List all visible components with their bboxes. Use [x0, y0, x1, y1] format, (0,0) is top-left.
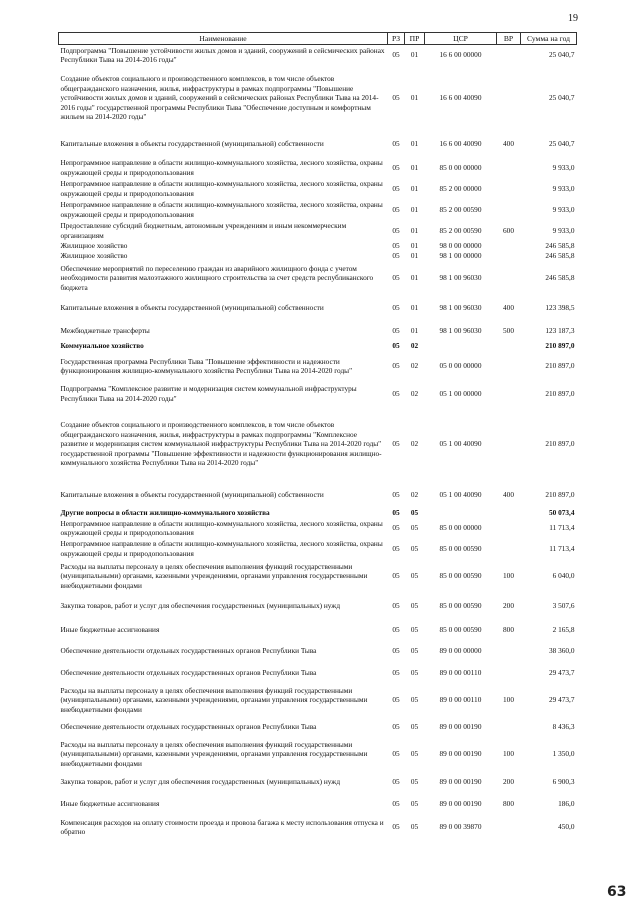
header-pr: ПР	[405, 33, 425, 45]
row-pr: 01	[410, 225, 419, 235]
row-name: Подпрограмма "Повышение устойчивости жилых домов и зданий, сооружений в сейсмических районах Республики Тыва на 2014-2016 годы"	[60, 45, 385, 64]
row-rz: 05	[392, 490, 400, 500]
row-vr	[497, 251, 521, 261]
table-row	[59, 157, 577, 178]
row-rz: 05	[392, 93, 400, 103]
row-sum: 25 040,7	[548, 139, 575, 149]
row-pr: 05	[410, 749, 419, 759]
row-pr: 01	[410, 183, 419, 193]
row-rz: 05	[392, 225, 400, 235]
row-csr: 98 1 00 00000	[439, 251, 482, 261]
row-vr: 600	[503, 225, 514, 235]
row-rz: 05	[392, 668, 400, 678]
row-sum: 1 350,0	[552, 749, 575, 759]
row-rz: 05	[392, 508, 400, 518]
table-row	[59, 619, 577, 640]
row-rz: 05	[392, 722, 400, 732]
table-header	[59, 33, 577, 45]
row-name: Обеспечение деятельности отдельных государственных органов Республики Тыва	[60, 722, 317, 732]
row-name: Непрограммное направление в области жилищно-коммунального хозяйства, лесного хозяйства, охраны окружающей среды и природопользования	[60, 158, 383, 177]
table-row	[59, 716, 577, 738]
row-csr: 85 2 00 00590	[439, 204, 482, 214]
row-rz: 05	[392, 139, 400, 149]
table-row	[59, 406, 577, 482]
row-sum: 8 436,3	[552, 722, 575, 732]
row-vr	[497, 45, 521, 66]
row-vr	[497, 538, 521, 559]
row-sum: 186,0	[558, 799, 575, 809]
row-vr	[497, 241, 521, 251]
row-csr: 89 0 00 00000	[439, 646, 482, 656]
row-csr: 85 0 00 00000	[439, 523, 482, 533]
table-row	[59, 131, 577, 157]
row-sum: 11 713,4	[549, 523, 575, 533]
table-row	[59, 508, 577, 518]
row-pr: 05	[410, 777, 419, 787]
row-name: Капитальные вложения в объекты государственной (муниципальной) собственности	[60, 490, 324, 500]
header-row	[59, 33, 577, 45]
row-pr: 05	[410, 646, 419, 656]
row-pr: 01	[410, 326, 419, 336]
row-csr: 85 0 00 00590	[439, 601, 482, 611]
row-csr: 98 0 00 00000	[439, 241, 482, 251]
row-name: Закупка товаров, работ и услуг для обеспечения государственных (муниципальных) нужд	[60, 777, 341, 787]
row-csr: 98 1 00 96030	[439, 326, 482, 336]
row-sum: 29 473,7	[548, 668, 575, 678]
row-csr: 85 2 00 00000	[439, 183, 482, 193]
row-vr	[497, 199, 521, 220]
table-row	[59, 482, 577, 508]
row-sum: 50 073,4	[548, 508, 575, 518]
row-rz: 05	[392, 523, 400, 533]
row-csr: 85 0 00 00590	[439, 571, 482, 581]
row-name: Обеспечение деятельности отдельных государственных органов Республики Тыва	[60, 646, 317, 656]
row-vr	[497, 341, 521, 351]
row-csr	[425, 508, 497, 518]
row-vr	[497, 716, 521, 738]
row-vr	[497, 381, 521, 406]
row-csr: 16 6 00 00000	[439, 50, 482, 60]
row-sum: 210 897,0	[545, 439, 575, 449]
row-sum: 25 040,7	[548, 93, 575, 103]
table-row	[59, 321, 577, 341]
row-vr	[497, 351, 521, 381]
row-rz: 05	[392, 749, 400, 759]
header-name: Наименование	[59, 33, 388, 45]
row-pr: 01	[410, 93, 419, 103]
row-pr: 01	[410, 50, 419, 60]
header-csr: ЦСР	[425, 33, 497, 45]
page-number: 19	[568, 13, 578, 24]
row-vr	[497, 65, 521, 131]
row-sum: 246 585,8	[545, 273, 575, 283]
row-vr	[497, 518, 521, 538]
row-name: Непрограммное направление в области жилищно-коммунального хозяйства, лесного хозяйства, охраны окружающей среды и природопользования	[60, 179, 383, 198]
row-pr: 02	[410, 388, 419, 398]
handwritten-page-number: 63	[607, 884, 627, 900]
table-row	[59, 559, 577, 593]
row-csr: 85 0 00 00590	[439, 543, 482, 553]
row-vr	[497, 261, 521, 295]
budget-table	[58, 32, 577, 840]
row-pr: 05	[410, 543, 419, 553]
row-csr: 05 1 00 00000	[439, 388, 482, 398]
row-name: Государственная программа Республики Тыва "Повышение эффективности и надежности функционирования жилищно-коммунального хозяйства Республики Тыва на 2014-2020 годы"	[60, 356, 353, 375]
row-sum: 6 040,0	[552, 571, 575, 581]
row-csr: 89 0 00 39870	[439, 822, 482, 832]
table-row	[59, 295, 577, 321]
row-csr: 89 0 00 00190	[439, 722, 482, 732]
table-row	[59, 814, 577, 840]
row-sum: 123 187,3	[545, 326, 575, 336]
row-vr: 100	[503, 695, 514, 705]
table-row	[59, 351, 577, 381]
row-rz: 05	[392, 624, 400, 634]
row-rz: 05	[392, 571, 400, 581]
row-vr: 200	[503, 601, 514, 611]
row-vr	[497, 640, 521, 662]
table-row	[59, 251, 577, 261]
row-sum: 246 585,8	[545, 251, 575, 261]
table-row	[59, 794, 577, 814]
row-rz: 05	[392, 543, 400, 553]
row-rz: 05	[392, 799, 400, 809]
row-csr: 05 1 00 40090	[439, 439, 482, 449]
row-name: Непрограммное направление в области жилищно-коммунального хозяйства, лесного хозяйства, охраны окружающей среды и природопользования	[60, 539, 383, 558]
row-sum: 210 897,0	[545, 341, 575, 351]
row-pr: 05	[410, 822, 419, 832]
row-name: Жилищное хозяйство	[60, 241, 128, 251]
row-pr: 02	[410, 490, 419, 500]
table-row	[59, 381, 577, 406]
row-vr: 400	[503, 139, 514, 149]
row-csr: 85 2 00 00590	[439, 225, 482, 235]
table-row	[59, 770, 577, 794]
row-sum: 2 165,8	[552, 624, 575, 634]
row-rz: 05	[392, 204, 400, 214]
row-pr: 01	[410, 204, 419, 214]
row-pr: 02	[410, 341, 419, 351]
row-name: Коммунальное хозяйство	[60, 341, 144, 351]
row-sum: 25 040,7	[548, 50, 575, 60]
table-row	[59, 199, 577, 220]
row-csr: 89 0 00 00110	[439, 695, 482, 705]
row-rz: 05	[392, 183, 400, 193]
row-pr: 01	[410, 273, 419, 283]
row-name: Расходы на выплаты персоналу в целях обеспечения выполнения функций государственными (муниципальными) органами, казенными учреждениями, органами управления государственными внебюджетными фондами	[60, 739, 368, 768]
row-pr: 01	[410, 162, 419, 172]
row-rz: 05	[392, 361, 400, 371]
table-row	[59, 738, 577, 770]
row-pr: 01	[410, 241, 419, 251]
row-csr: 98 1 00 96030	[439, 273, 482, 283]
row-csr: 85 0 00 00590	[439, 624, 482, 634]
table-row	[59, 65, 577, 131]
row-sum: 210 897,0	[545, 361, 575, 371]
row-csr: 98 1 00 96030	[439, 303, 482, 313]
row-name: Создание объектов социального и производственного комплексов, в том числе объектов общегражданского назначения, жилья, инфраструктуры в рамках подпрограммы "Комплексное развитие и модернизация систем коммунальной инфраструктуры Республики Тыва на 2014-2020 годы" государственной программы "Повышение эффективности и надежности функционирования жилищно-коммунального хозяйства Республики Тыва на 2014-2020 годы"	[60, 420, 382, 468]
row-pr: 05	[410, 571, 419, 581]
row-name: Закупка товаров, работ и услуг для обеспечения государственных (муниципальных) нужд	[60, 601, 341, 611]
row-vr: 400	[503, 303, 514, 313]
row-name: Непрограммное направление в области жилищно-коммунального хозяйства, лесного хозяйства, охраны окружающей среды и природопользования	[60, 200, 383, 219]
row-sum: 11 713,4	[549, 543, 575, 553]
row-rz: 05	[392, 162, 400, 172]
row-pr: 05	[410, 668, 419, 678]
row-sum: 450,0	[558, 822, 575, 832]
table-body	[59, 45, 577, 841]
row-rz: 05	[392, 326, 400, 336]
row-sum: 9 933,0	[552, 183, 575, 193]
row-rz: 05	[392, 341, 400, 351]
row-csr: 16 6 00 40090	[439, 139, 482, 149]
row-name: Обеспечение мероприятий по переселению граждан из аварийного жилищного фонда с учетом необходимости развития малоэтажного жилищного строительства за счет средств республиканского бюджета	[60, 263, 374, 292]
row-vr	[497, 814, 521, 840]
row-name: Расходы на выплаты персоналу в целях обеспечения выполнения функций государственными (муниципальными) органами, казенными учреждениями, органами управления государственными внебюджетными фондами	[60, 685, 368, 714]
row-name: Капитальные вложения в объекты государственной (муниципальной) собственности	[60, 303, 324, 313]
row-sum: 123 398,5	[545, 303, 575, 313]
row-pr: 05	[410, 601, 419, 611]
table-row	[59, 593, 577, 619]
row-sum: 6 900,3	[552, 777, 575, 787]
row-vr	[497, 178, 521, 199]
table-row	[59, 662, 577, 684]
row-name: Иные бюджетные ассигнования	[60, 799, 160, 809]
row-rz: 05	[392, 50, 400, 60]
row-rz: 05	[392, 646, 400, 656]
row-pr: 01	[410, 303, 419, 313]
table-row	[59, 45, 577, 66]
row-pr: 05	[410, 508, 419, 518]
row-csr: 89 0 00 00190	[439, 777, 482, 787]
table-row	[59, 640, 577, 662]
row-pr: 01	[410, 139, 419, 149]
row-vr	[497, 662, 521, 684]
row-pr: 02	[410, 361, 419, 371]
row-rz: 05	[392, 601, 400, 611]
row-csr: 89 0 00 00110	[439, 668, 482, 678]
row-name: Межбюджетные трансферты	[60, 326, 150, 336]
row-pr: 05	[410, 695, 419, 705]
table-row	[59, 684, 577, 716]
row-vr: 500	[503, 326, 514, 336]
row-csr	[425, 341, 497, 351]
row-vr: 100	[503, 749, 514, 759]
table-row	[59, 538, 577, 559]
header-sum: Сумма на год	[521, 33, 577, 45]
header-rz: РЗ	[388, 33, 405, 45]
row-pr: 05	[410, 624, 419, 634]
row-rz: 05	[392, 303, 400, 313]
table-row	[59, 341, 577, 351]
row-rz: 05	[392, 273, 400, 283]
table-row	[59, 241, 577, 251]
row-sum: 9 933,0	[552, 225, 575, 235]
row-vr: 800	[503, 799, 514, 809]
row-vr: 800	[503, 624, 514, 634]
row-name: Создание объектов социального и производственного комплексов, в том числе объектов общегражданского назначения, жилья, инфраструктуры в рамках подпрограммы "Повышение устойчивости жилых домов и зданий, сооружений в сейсмических районах Республики Тыва на 2014-2016 годы" государственной программы Республики Тыва "Обеспечение доступным и комфортным жильем на 2014-2020 годы"	[60, 74, 379, 122]
table-row	[59, 518, 577, 538]
row-name: Жилищное хозяйство	[60, 251, 128, 261]
table-row	[59, 261, 577, 295]
row-rz: 05	[392, 388, 400, 398]
row-vr: 400	[503, 490, 514, 500]
row-vr: 100	[503, 571, 514, 581]
row-name: Расходы на выплаты персоналу в целях обеспечения выполнения функций государственными (муниципальными) органами, казенными учреждениями, органами управления государственными внебюджетными фондами	[60, 561, 368, 590]
row-name: Подпрограмма "Комплексное развитие и модернизация систем коммунальной инфраструктуры Республики Тыва на 2014-2020 годы"	[60, 384, 357, 403]
row-pr: 05	[410, 523, 419, 533]
row-pr: 05	[410, 799, 419, 809]
row-rz: 05	[392, 241, 400, 251]
row-vr	[497, 157, 521, 178]
row-rz: 05	[392, 822, 400, 832]
row-sum: 9 933,0	[552, 162, 575, 172]
row-rz: 05	[392, 251, 400, 261]
row-name: Компенсация расходов на оплату стоимости проезда и провоза багажа к месту использования отпуска и обратно	[60, 817, 384, 836]
row-name: Капитальные вложения в объекты государственной (муниципальной) собственности	[60, 139, 324, 149]
table-row	[59, 220, 577, 241]
header-vr: ВР	[497, 33, 521, 45]
row-csr: 89 0 00 00190	[439, 749, 482, 759]
row-vr	[497, 406, 521, 482]
row-sum: 29 473,7	[548, 695, 575, 705]
row-pr: 01	[410, 251, 419, 261]
row-name: Другие вопросы в области жилищно-коммунального хозяйства	[60, 508, 270, 518]
row-sum: 9 933,0	[552, 204, 575, 214]
row-name: Иные бюджетные ассигнования	[60, 624, 160, 634]
row-name: Обеспечение деятельности отдельных государственных органов Республики Тыва	[60, 668, 317, 678]
row-pr: 02	[410, 439, 419, 449]
row-pr: 05	[410, 722, 419, 732]
row-rz: 05	[392, 439, 400, 449]
row-sum: 38 360,0	[548, 646, 575, 656]
row-name: Непрограммное направление в области жилищно-коммунального хозяйства, лесного хозяйства, охраны окружающей среды и природопользования	[60, 518, 383, 537]
row-csr: 05 0 00 00000	[439, 361, 482, 371]
row-csr: 89 0 00 00190	[439, 799, 482, 809]
row-name: Предоставление субсидий бюджетным, автономным учреждениям и иным некоммерческим организациям	[60, 221, 347, 240]
row-sum: 246 585,8	[545, 241, 575, 251]
row-csr: 05 1 00 40090	[439, 490, 482, 500]
row-sum: 210 897,0	[545, 490, 575, 500]
row-sum: 210 897,0	[545, 388, 575, 398]
row-csr: 16 6 00 40090	[439, 93, 482, 103]
row-vr: 200	[503, 777, 514, 787]
row-sum: 3 507,6	[552, 601, 575, 611]
row-csr: 85 0 00 00000	[439, 162, 482, 172]
row-rz: 05	[392, 695, 400, 705]
row-vr	[497, 508, 521, 518]
table-row	[59, 178, 577, 199]
row-rz: 05	[392, 777, 400, 787]
